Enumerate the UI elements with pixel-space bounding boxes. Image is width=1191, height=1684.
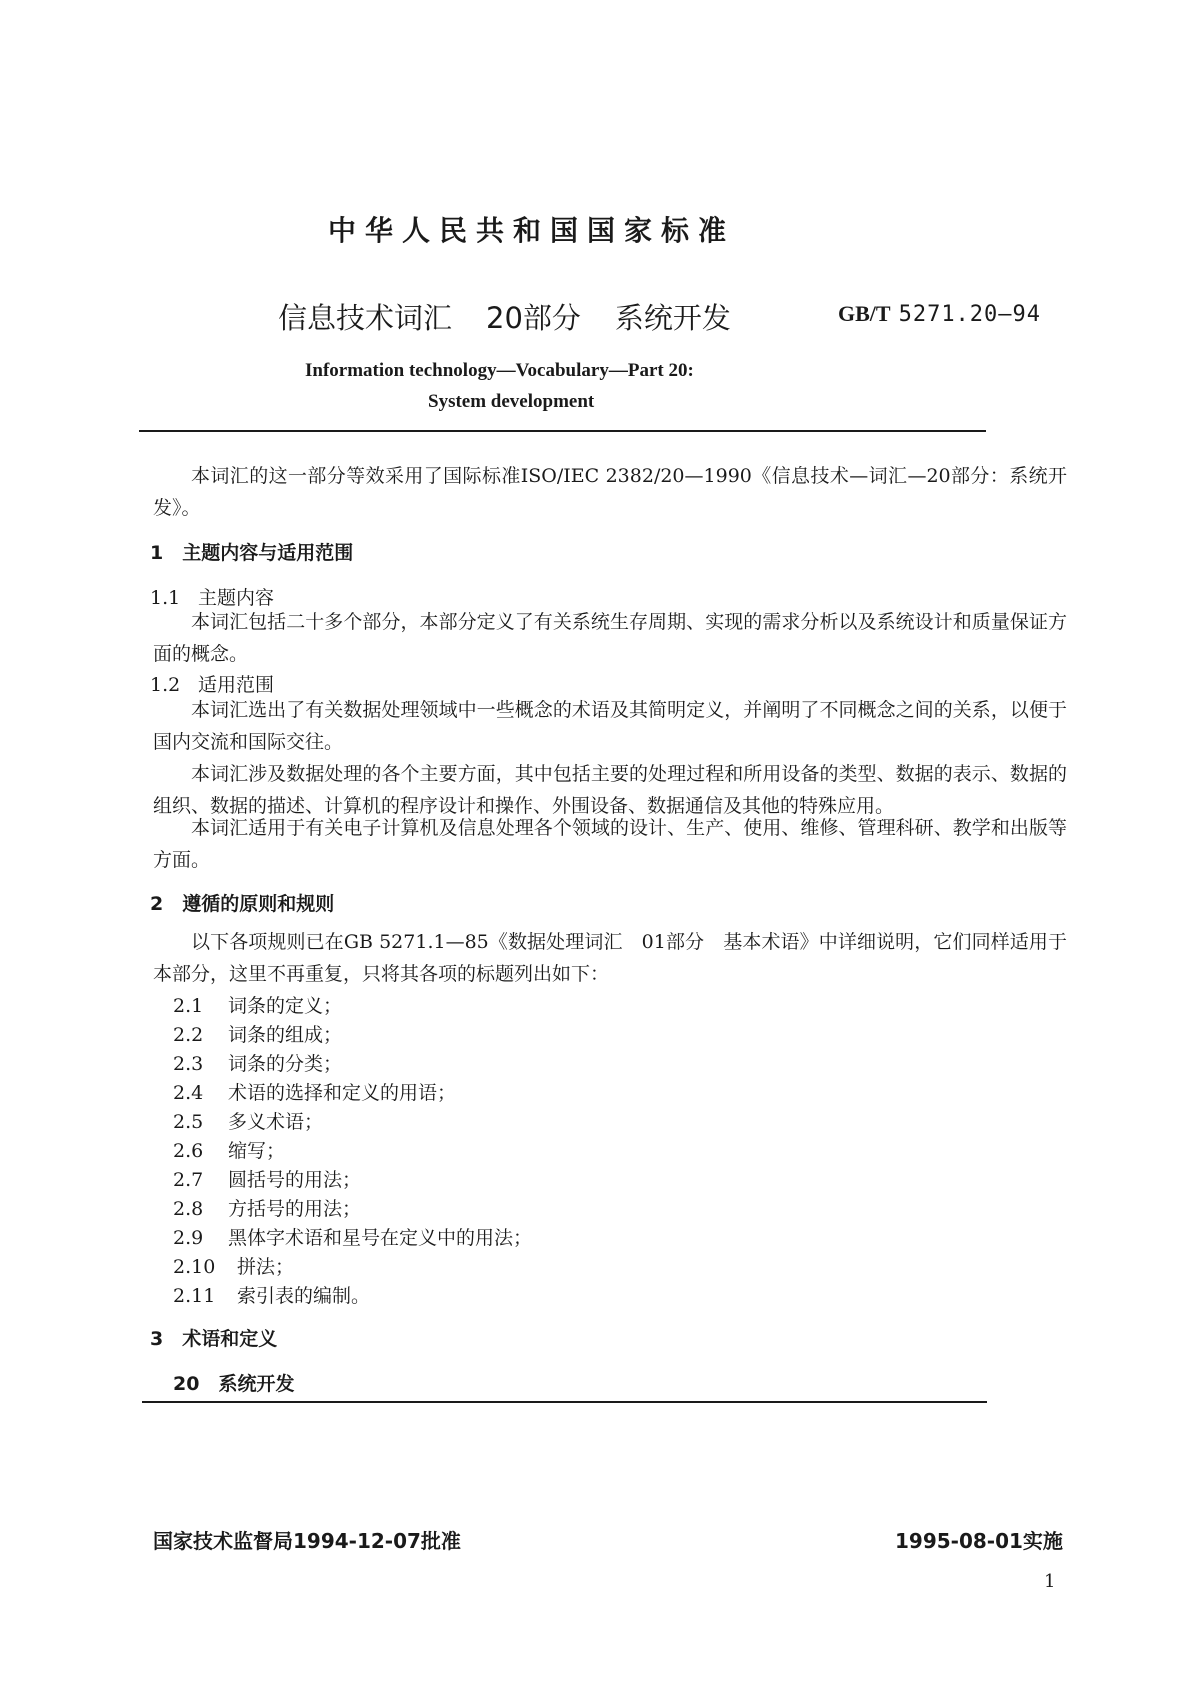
rule-list-item: [173, 1252, 294, 1279]
rule-list-item: [173, 1136, 285, 1163]
section-3-subheading: 20 系统开发: [173, 1373, 295, 1395]
rule-list-item: [173, 1281, 370, 1308]
rule-item-label: 术语的选择和定义的用语；: [228, 1082, 457, 1104]
rule-list-item: [173, 1165, 361, 1192]
standard-code-number: 5271.20—94: [898, 302, 1042, 327]
rule-list-item: [173, 1223, 532, 1250]
intro-paragraph: 本词汇的这一部分等效采用了国际标准ISO/IEC 2382/20—1990《信息技术—词汇—20部分：系统开发》。: [153, 465, 1067, 519]
rule-list-item: [173, 1107, 323, 1134]
rule-item-label: 索引表的编制。: [237, 1285, 371, 1307]
rule-item-label: 词条的组成；: [228, 1024, 343, 1046]
english-title-line1: Information technology—Vocabulary—Part 20:: [305, 360, 694, 381]
rule-item-label: 多义术语；: [228, 1111, 324, 1133]
rule-list-item: [173, 1049, 342, 1076]
rule-item-number: 2.10: [173, 1256, 216, 1278]
rule-item-number: 2.8: [173, 1198, 204, 1220]
section-2-heading: 2 遵循的原则和规则: [150, 893, 335, 915]
country-standard-title: 中华人民共和国国家标准: [328, 214, 736, 247]
rule-item-label: 拼法；: [237, 1256, 295, 1278]
rule-item-number: 2.4: [173, 1082, 204, 1104]
section-3-heading: 3 术语和定义: [150, 1328, 278, 1350]
rule-list-item: [173, 1078, 456, 1105]
section-1-2-number: 1.2: [150, 674, 181, 696]
rule-item-label: 方括号的用法；: [228, 1198, 362, 1220]
page-number: 1: [1044, 1571, 1056, 1592]
rule-list-item: [173, 1020, 342, 1047]
section-2-paragraph: 以下各项规则已在GB 5271.1—85《数据处理词汇 01部分 基本术语》中详细说明，它们同样适用于本部分，这里不再重复，只将其各项的标题列出如下：: [153, 931, 1067, 985]
approval-note: 国家技术监督局1994-12-07批准: [153, 1529, 461, 1553]
rule-item-number: 2.2: [173, 1024, 204, 1046]
section-1-2-paragraph-2: 本词汇涉及数据处理的各个主要方面，其中包括主要的处理过程和所用设备的类型、数据的表示、数据的组织、数据的描述、计算机的程序设计和操作、外围设备、数据通信及其他的特殊应用。: [153, 763, 1067, 817]
section-1-1-title: 主题内容: [198, 587, 275, 609]
rule-item-number: 2.3: [173, 1053, 204, 1075]
rule-item-number: 2.11: [173, 1285, 216, 1307]
section-1-1-number: 1.1: [150, 587, 181, 609]
section-1-heading: 1 主题内容与适用范围: [150, 542, 354, 564]
rule-item-label: 缩写；: [228, 1140, 286, 1162]
rule-item-number: 2.9: [173, 1227, 204, 1249]
header-divider: [139, 430, 986, 432]
title-part-number: 20部分: [486, 301, 581, 335]
rule-list-item: [173, 991, 342, 1018]
section-1-2-paragraph-3: 本词汇适用于有关电子计算机及信息处理各个领域的设计、生产、使用、维修、管理科研、教学和出版等方面。: [153, 817, 1067, 871]
section-1-2-title: 适用范围: [198, 674, 275, 696]
title-part-vocabulary: 信息技术词汇: [278, 301, 453, 335]
rule-item-number: 2.6: [173, 1140, 204, 1162]
rule-item-number: 2.7: [173, 1169, 204, 1191]
rule-item-label: 词条的定义；: [228, 995, 343, 1017]
section-1-2-heading: [150, 670, 274, 697]
section-1-2-paragraph-1: 本词汇选出了有关数据处理领域中一些概念的术语及其简明定义，并阐明了不同概念之间的关系，以便于国内交流和国际交往。: [153, 699, 1067, 753]
rule-item-label: 黑体字术语和星号在定义中的用法；: [228, 1227, 533, 1249]
footer-divider: [142, 1401, 987, 1403]
document-title: [278, 296, 765, 337]
implementation-date: 1995-08-01实施: [895, 1529, 1063, 1553]
standard-code-prefix: GB/T: [838, 301, 891, 326]
rule-item-number: 2.1: [173, 995, 204, 1017]
section-1-1-text: 本词汇包括二十多个部分，本部分定义了有关系统生存周期、实现的需求分析以及系统设计和质量保证方面的概念。: [153, 611, 1067, 665]
rule-list-item: [173, 1194, 361, 1221]
title-part-topic: 系统开发: [614, 301, 731, 335]
rule-item-number: 2.5: [173, 1111, 204, 1133]
english-title-line2: System development: [428, 391, 595, 412]
standard-code: [838, 301, 1041, 327]
rule-item-label: 词条的分类；: [228, 1053, 343, 1075]
rule-item-label: 圆括号的用法；: [228, 1169, 362, 1191]
